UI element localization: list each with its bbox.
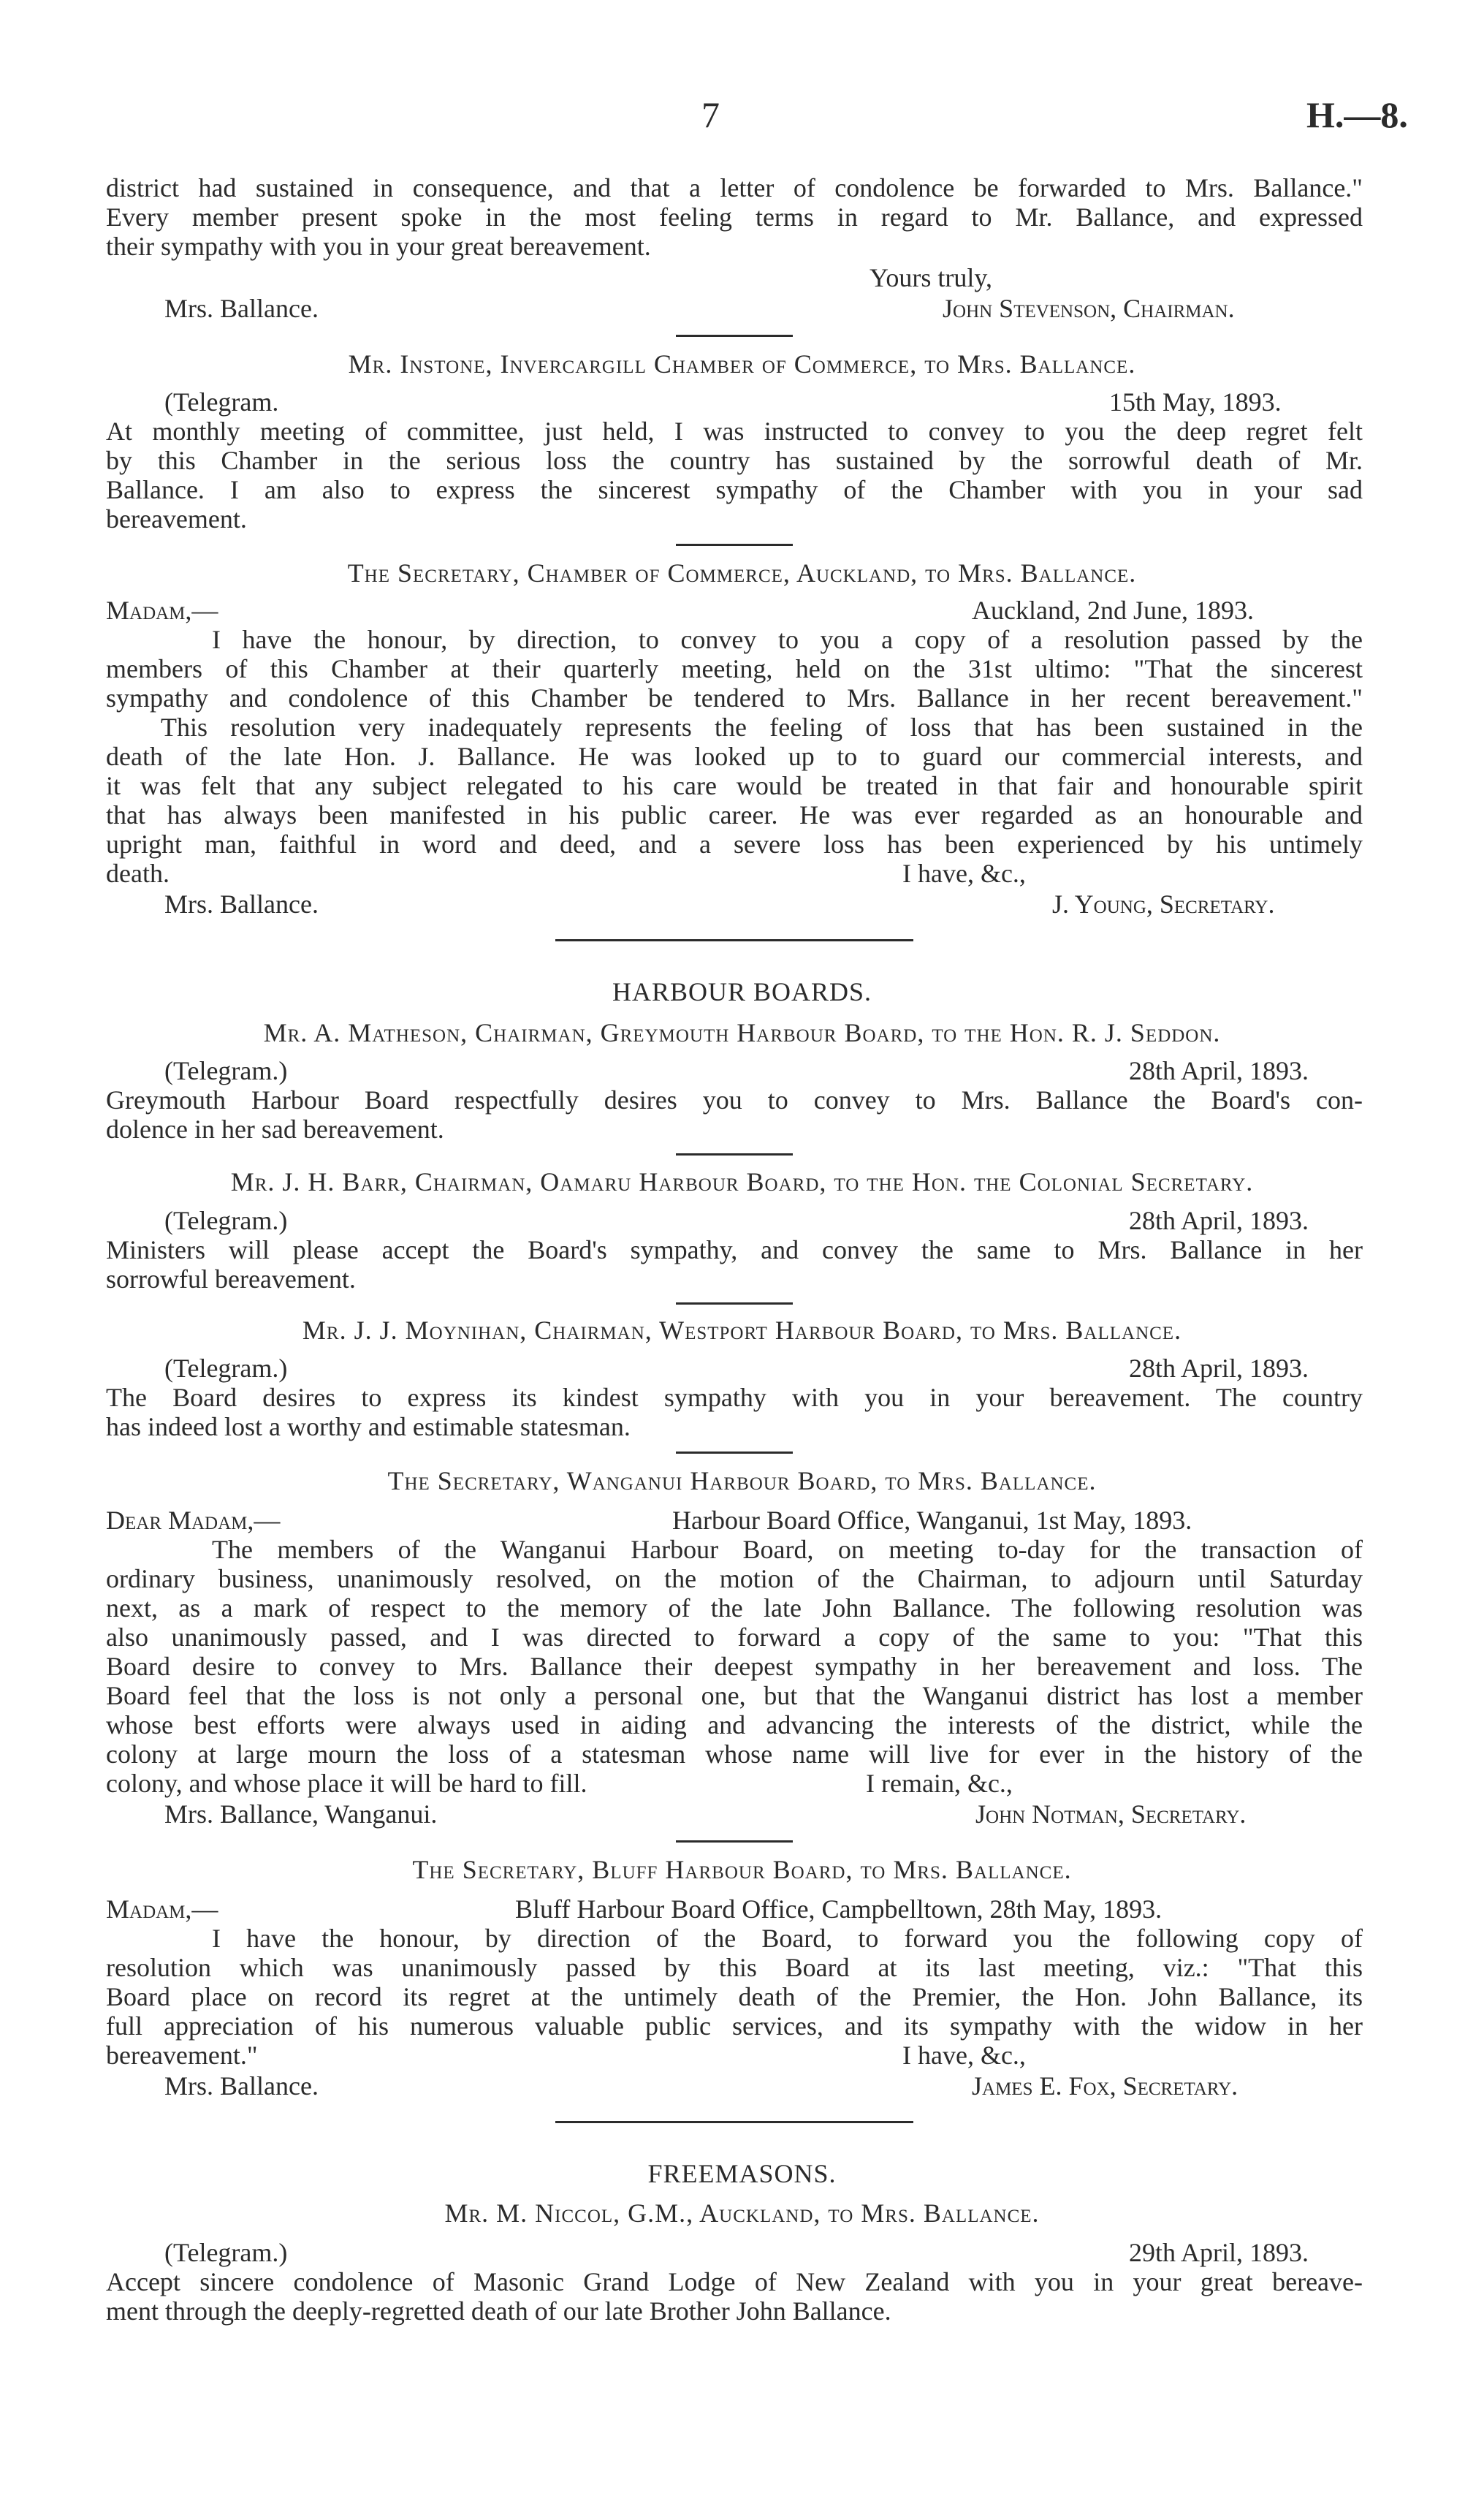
body-line: At monthly meeting of committee, just held, I was instructed to convey to you the deep regret felt xyxy=(106,417,1363,446)
body-line: upright man, faithful in word and deed, and a severe loss has been experienced by his untimely xyxy=(106,830,1363,859)
telegram-label: (Telegram.) xyxy=(164,1354,288,1383)
divider xyxy=(676,1302,793,1305)
body-line: colony at large mourn the loss of a statesman whose name will live for ever in the history of the xyxy=(106,1739,1363,1769)
body-line: by this Chamber in the serious loss the country has sustained by the sorrowful death of Mr. xyxy=(106,446,1363,475)
letter-date: 15th May, 1893. xyxy=(1109,387,1282,417)
divider xyxy=(676,1153,793,1156)
telegram-label: (Telegram.) xyxy=(164,2238,288,2267)
salutation: Madam,— xyxy=(106,1894,218,1924)
document-code: H.—8. xyxy=(1306,94,1408,135)
place-date: Harbour Board Office, Wanganui, 1st May, 1893. xyxy=(672,1506,1192,1535)
body-line: Board feel that the loss is not only a personal one, but that the Wanganui district has lost a member xyxy=(106,1681,1363,1710)
closing: I remain, &c., xyxy=(866,1769,1013,1798)
page-number: 7 xyxy=(701,94,720,135)
body-line: whose best efforts were always used in aiding and advancing the interests of the district, while the xyxy=(106,1710,1363,1739)
letter-title: Mr. Instone, Invercargill Chamber of Commerce, to Mrs. Ballance. xyxy=(348,349,1136,379)
letter-date: 29th April, 1893. xyxy=(1129,2238,1309,2267)
body-line: Accept sincere condolence of Masonic Grand Lodge of New Zealand with you in your great bereave- xyxy=(106,2267,1363,2296)
body-line: death of the late Hon. J. Ballance. He was looked up to to guard our commercial interests, and xyxy=(106,742,1363,771)
body-line: Greymouth Harbour Board respectfully desires you to convey to Mrs. Ballance the Board's con- xyxy=(106,1085,1363,1115)
body-line: Board desire to convey to Mrs. Ballance their deepest sympathy in her bereavement and loss. The xyxy=(106,1652,1363,1681)
body-line: ordinary business, unanimously resolved, on the motion of the Chairman, to adjourn until Saturday xyxy=(106,1564,1363,1593)
body-line: their sympathy with you in your great bereavement. xyxy=(106,232,651,261)
letter-date: 28th April, 1893. xyxy=(1129,1354,1309,1383)
addressee: Mrs. Ballance. xyxy=(164,294,319,323)
body-line: ment through the deeply-regretted death of our late Brother John Ballance. xyxy=(106,2296,891,2326)
divider xyxy=(676,1840,793,1843)
addressee: Mrs. Ballance, Wanganui. xyxy=(164,1799,438,1829)
body-line: members of this Chamber at their quarterly meeting, held on the 31st ultimo: "That the sincerest xyxy=(106,654,1363,683)
section-divider xyxy=(555,939,913,941)
divider xyxy=(676,1452,793,1454)
section-divider xyxy=(555,2121,913,2123)
addressee: Mrs. Ballance. xyxy=(164,889,319,919)
salutation: Madam,— xyxy=(106,596,218,625)
body-line: The members of the Wanganui Harbour Board, on meeting to-day for the transaction of xyxy=(212,1535,1363,1564)
letter-title: Mr. M. Niccol, G.M., Auckland, to Mrs. Ballance. xyxy=(444,2198,1040,2228)
closing: I have, &c., xyxy=(902,859,1026,888)
divider xyxy=(676,335,793,337)
body-line: Ministers will please accept the Board's sympathy, and convey the same to Mrs. Ballance in her xyxy=(106,1235,1363,1264)
body-line: sorrowful bereavement. xyxy=(106,1264,356,1294)
body-line: also unanimously passed, and I was directed to forward a copy of the same to you: "That this xyxy=(106,1623,1363,1652)
body-line: bereavement. xyxy=(106,504,247,534)
signatory: John Stevenson, Chairman. xyxy=(943,294,1235,323)
section-heading: HARBOUR BOARDS. xyxy=(612,977,872,1006)
body-line: full appreciation of his numerous valuable public services, and its sympathy with the widow in her xyxy=(106,2011,1363,2041)
signatory: James E. Fox, Secretary. xyxy=(972,2071,1238,2101)
closing: Yours truly, xyxy=(870,263,993,292)
letter-title: Mr. A. Matheson, Chairman, Greymouth Harbour Board, to the Hon. R. J. Seddon. xyxy=(263,1018,1221,1047)
body-line: dolence in her sad bereavement. xyxy=(106,1115,444,1144)
letter-date: 28th April, 1893. xyxy=(1129,1056,1309,1085)
place-date: Auckland, 2nd June, 1893. xyxy=(972,596,1254,625)
divider xyxy=(676,544,793,546)
letter-title: The Secretary, Bluff Harbour Board, to Mrs. Ballance. xyxy=(412,1855,1072,1884)
letter-date: 28th April, 1893. xyxy=(1129,1206,1309,1235)
telegram-label: (Telegram. xyxy=(164,387,279,417)
body-line: This resolution very inadequately represents the feeling of loss that has been sustained in the xyxy=(161,713,1363,742)
letter-title: Mr. J. H. Barr, Chairman, Oamaru Harbour Board, to the Hon. the Colonial Secretary. xyxy=(230,1167,1254,1196)
letter-title: The Secretary, Chamber of Commerce, Auckland, to Mrs. Ballance. xyxy=(347,558,1137,588)
body-line: death. xyxy=(106,859,170,888)
signatory: John Notman, Secretary. xyxy=(975,1799,1247,1829)
body-line: I have the honour, by direction of the Board, to forward you the following copy of xyxy=(212,1924,1363,1953)
body-line: bereavement." xyxy=(106,2041,258,2070)
body-line: resolution which was unanimously passed by this Board at its last meeting, viz.: "That this xyxy=(106,1953,1363,1982)
body-line: next, as a mark of respect to the memory of the late John Ballance. The following resolution was xyxy=(106,1593,1363,1623)
body-line: The Board desires to express its kindest sympathy with you in your bereavement. The country xyxy=(106,1383,1363,1412)
body-line: that has always been manifested in his public career. He was ever regarded as an honourable and xyxy=(106,800,1363,830)
body-line: it was felt that any subject relegated to his care would be treated in that fair and honourable spirit xyxy=(106,771,1363,800)
place-date: Bluff Harbour Board Office, Campbelltown, 28th May, 1893. xyxy=(515,1894,1163,1924)
section-heading: FREEMASONS. xyxy=(647,2159,837,2188)
addressee: Mrs. Ballance. xyxy=(164,2071,319,2101)
body-line: colony, and whose place it will be hard to fill. xyxy=(106,1769,587,1798)
body-line: I have the honour, by direction, to convey to you a copy of a resolution passed by the xyxy=(212,625,1363,654)
body-line: Every member present spoke in the most feeling terms in regard to Mr. Ballance, and expressed xyxy=(106,202,1363,232)
body-line: has indeed lost a worthy and estimable statesman. xyxy=(106,1412,631,1441)
salutation: Dear Madam,— xyxy=(106,1506,281,1535)
signatory: J. Young, Secretary. xyxy=(1052,889,1275,919)
telegram-label: (Telegram.) xyxy=(164,1206,288,1235)
telegram-label: (Telegram.) xyxy=(164,1056,288,1085)
body-line: district had sustained in consequence, and that a letter of condolence be forwarded to Mrs. Ballance." xyxy=(106,173,1363,202)
body-line: Ballance. I am also to express the sincerest sympathy of the Chamber with you in your sad xyxy=(106,475,1363,504)
letter-title: The Secretary, Wanganui Harbour Board, to Mrs. Ballance. xyxy=(387,1466,1097,1495)
closing: I have, &c., xyxy=(902,2041,1026,2070)
body-line: Board place on record its regret at the untimely death of the Premier, the Hon. John Ballance, its xyxy=(106,1982,1363,2011)
letter-title: Mr. J. J. Moynihan, Chairman, Westport Harbour Board, to Mrs. Ballance. xyxy=(302,1316,1182,1345)
body-line: sympathy and condolence of this Chamber be tendered to Mrs. Ballance in her recent bereavement." xyxy=(106,683,1363,713)
